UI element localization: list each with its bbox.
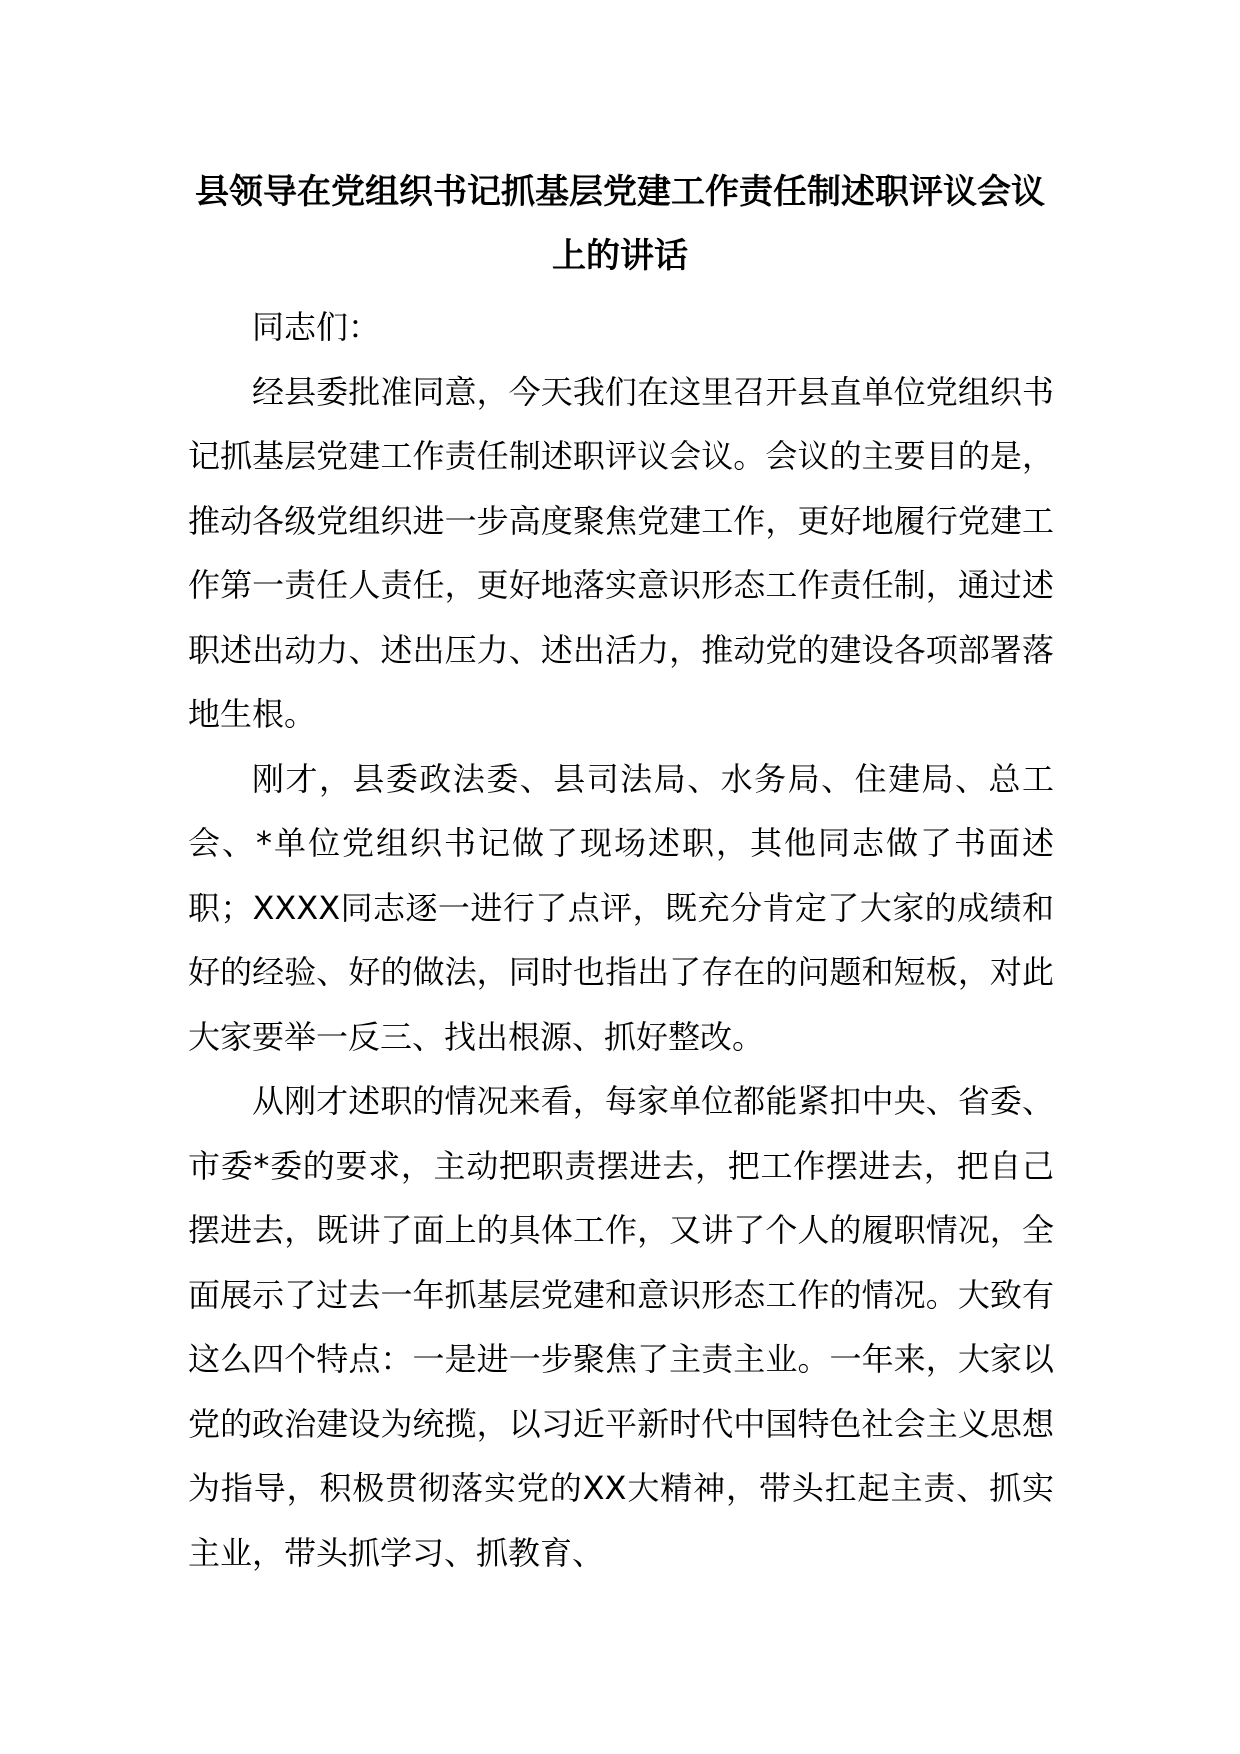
- document-body: [188, 295, 1054, 1585]
- document-title: [150, 160, 1090, 288]
- salutation: 同志们：: [252, 308, 381, 346]
- document-title-line-1: 县领导在党组织书记抓基层党建工作责任制述职评议会议: [195, 172, 1045, 212]
- document-title-line-2: 上的讲话: [552, 236, 688, 276]
- body-paragraph-1: 经县委批准同意，今天我们在这里召开县直单位党组织书记抓基层党建工作责任制述职评议会议。会议的主要目的是，推动各级党组织进一步高度聚焦党建工作，更好地履行党建工作第一责任人责任，更好地落实意识形态工作责任制，通过述职述出动力、述出压力、述出活力，推动党的建设各项部署落地生根。: [188, 372, 1054, 733]
- body-paragraph-3: 从刚才述职的情况来看，每家单位都能紧扣中央、省委、市委*委的要求，主动把职责摆进去，把工作摆进去，把自己摆进去，既讲了面上的具体工作，又讲了个人的履职情况，全面展示了过去一年抓基层党建和意识形态工作的情况。大致有这么四个特点：一是进一步聚焦了主责主业。一年来，大家以党的政治建设为统揽，以习近平新时代中国特色社会主义思想为指导，积极贯彻落实党的XX大精神，带头扛起主责、抓实主业，带头抓学习、抓教育、: [188, 1082, 1054, 1572]
- body-paragraph-2: 刚才，县委政法委、县司法局、水务局、住建局、总工会、*单位党组织书记做了现场述职，其他同志做了书面述职；XXXX同志逐一进行了点评，既充分肯定了大家的成绩和好的经验、好的做法，同时也指出了存在的问题和短板，对此大家要举一反三、找出根源、抓好整改。: [188, 759, 1054, 1056]
